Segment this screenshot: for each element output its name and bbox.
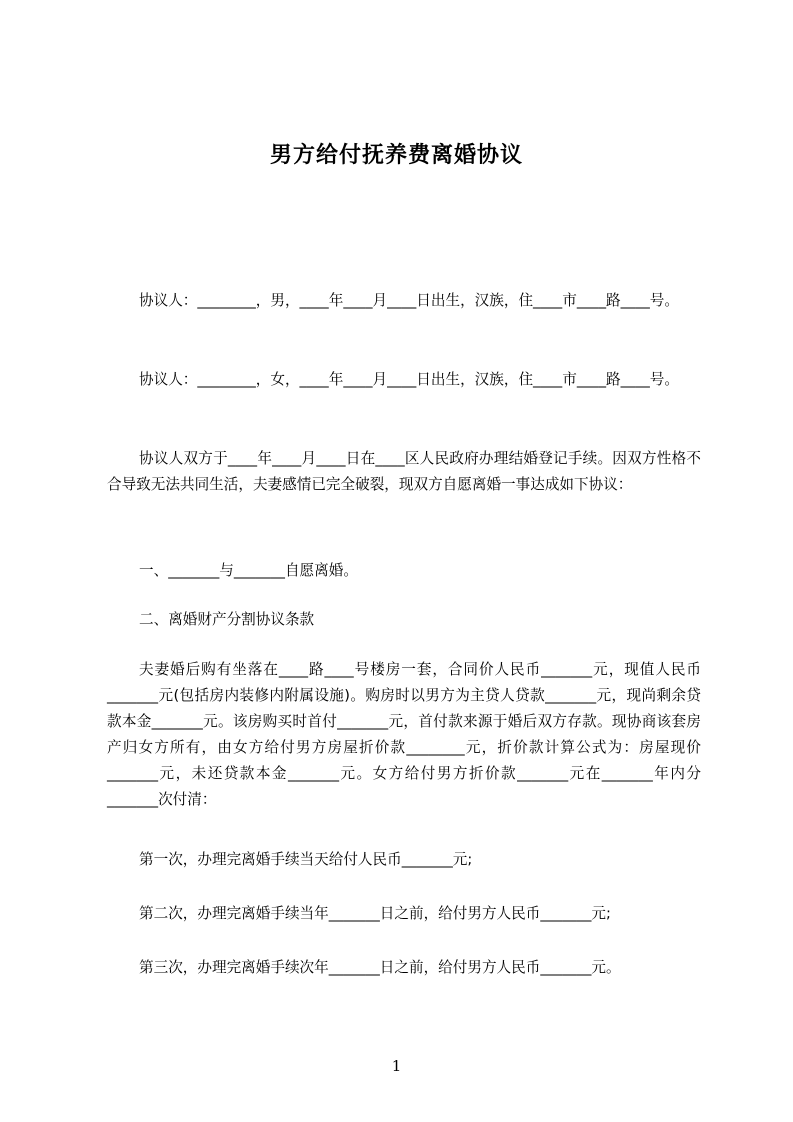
clause-2-heading-property-division: 二、离婚财产分割协议条款 <box>139 611 315 628</box>
payment-second-installment: 第二次，办理完离婚手续当年_______日之前，给付男方人民币_______元; <box>139 905 611 922</box>
clause-1-divorce-agreement: 一、_______与_______自愿离婚。 <box>139 562 358 579</box>
payment-first-installment: 第一次，办理完离婚手续当天给付人民币_______元; <box>139 851 473 868</box>
paragraph-party-female: 协议人：________，女，____年____月____日出生，汉族，住____市____路____号。 <box>139 371 679 388</box>
page-number: 1 <box>391 1057 402 1075</box>
paragraph-marriage-registration: 协议人双方于____年____月____日在____区人民政府办理结婚登记手续。因双方性格不合导致无法共同生活，夫妻感情已完全破裂，现双方自愿离婚一事达成如下协议： <box>107 450 701 493</box>
document-title: 男方给付抚养费离婚协议 <box>269 143 523 168</box>
paragraph-party-male: 协议人：________，男，____年____月____日出生，汉族，住____市____路____号。 <box>139 292 679 309</box>
payment-third-installment: 第三次，办理完离婚手续次年_______日之前，给付男方人民币_______元。 <box>139 959 621 976</box>
paragraph-property-details: 夫妻婚后购有坐落在____路____号楼房一套，合同价人民币_______元，现值人民币_______元(包括房内装修内附属设施)。购房时以男方为主贷人贷款_______元，现尚剩余贷款本金_______元。该房购买时首付_______元，首付款来源于婚后双方存款。现协商该套房产归女方所有，由女方给付男方房屋折价款________元，折价款计算公式为：房屋现价_______元，未还贷款本金_______元。女方给付男方折价款_______元在_______年内分_______次付清： <box>107 661 701 808</box>
